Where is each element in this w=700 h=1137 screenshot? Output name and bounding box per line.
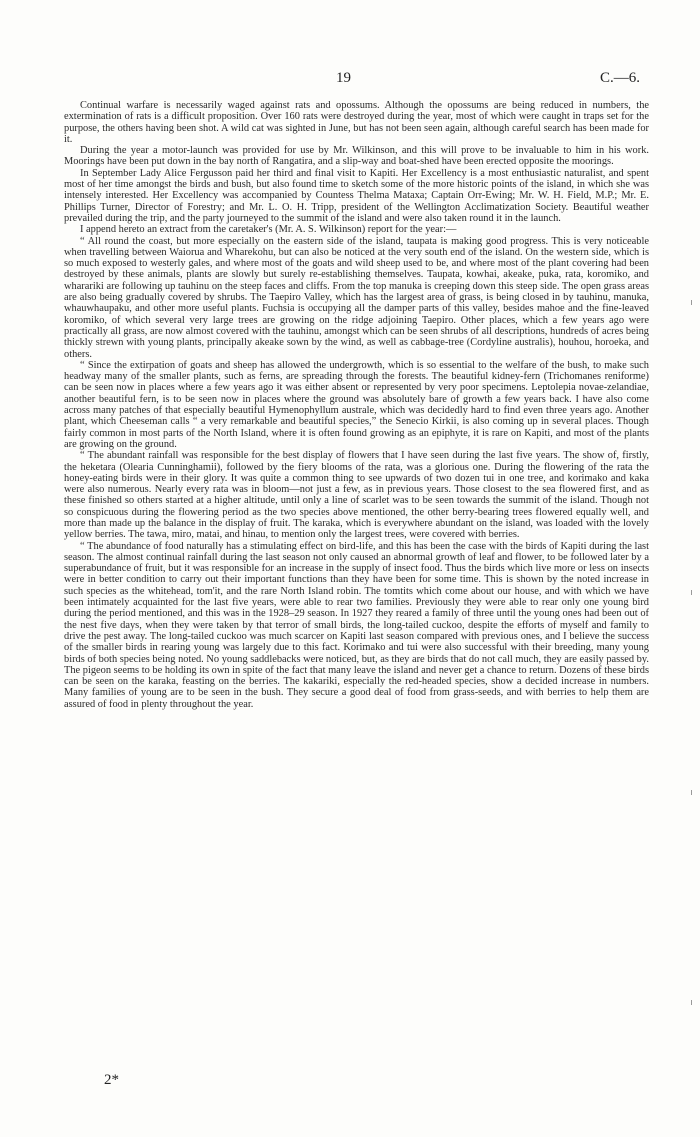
paragraph-motor-launch: During the year a motor-launch was provided for use by Mr. Wilkinson, and this will prove to be invaluable to him in his work. Moorings have been put down in the bay north of Rangatira, and a slip-way and boat-shed have been erected opposite the moorings. xyxy=(64,145,649,168)
body-text xyxy=(64,100,649,710)
margin-tick xyxy=(691,590,692,595)
page-number: 19 xyxy=(336,70,351,86)
paragraph-undergrowth: “ Since the extirpation of goats and sheep has allowed the undergrowth, which is so essential to the welfare of the bush, to make such headway many of the smaller plants, such as ferns, are spreading through the forests. The beautiful kidney-fern (Trichomanes reniforme) can be seen now in places where a few years ago it was either absent or represented by very poor specimens. Leptolepia novae-zelandiae, another beautiful fern, is to be seen now in places where the ground was absolutely bare of growth a few years back. I have also come across many patches of that especially beautiful Hymenophyllum australe, which was decidedly hard to find even three years ago. Another plant, which Cheeseman calls “ a very remarkable and beautiful species,” the Senecio Kirkii, is also coming up in several places. Though fairly common in most parts of the North Island, where it is often found growing as an epiphyte, it is rare on Kapiti, and most of the plants are growing on the ground. xyxy=(64,359,649,450)
margin-tick xyxy=(691,790,692,795)
paragraph-vermin: Continual warfare is necessarily waged against rats and opossums. Although the opossums are being reduced in numbers, the extermination of rats is a difficult proposition. Over 160 rats were destroyed during the year, most of which were caught in traps set for the purpose, the others having been shot. A wild cat was sighted in June, but has not been seen again, although careful search has been made for it. xyxy=(64,100,649,145)
printer-signature: 2* xyxy=(104,1072,119,1088)
paragraph-flowering: “ The abundant rainfall was responsible for the best display of flowers that I have seen during the last five years. The show of, firstly, the heketara (Olearia Cunninghamii), followed by the fiery blooms of the rata, was a glorious one. During the flowering of the rata the honey-eating birds were in their glory. It was quite a common thing to see upwards of two dozen tui in one tree, and korimako and kaka were also numerous. Nearly every rata was in bloom—not just a few, as in previous years. Those closest to the sea flowered first, and as these finished so others started at a higher altitude, until only a line of scarlet was to be seen towards the summit of the island. Though not so conspicuous during the flowering period as the two species above mentioned, the other berry-bearing trees flowered equally well, and more than made up the balance in the display of fruit. The karaka, which is everywhere abundant on the island, was loaded with the lovely yellow berries. The tawa, miro, matai, and hinau, to mention only the largest trees, were covered with berries. xyxy=(64,450,649,541)
margin-tick xyxy=(691,1000,692,1005)
paragraph-report-intro: I append hereto an extract from the caretaker's (Mr. A. S. Wilkinson) report for the year:— xyxy=(80,224,457,236)
paragraph-vegetation: “ All round the coast, but more especially on the eastern side of the island, taupata is making good progress. This is very noticeable when travelling between Waiorua and Wharekohu, but can also be noticed at the very south end of the island. On the western side, which is so much exposed to westerly gales, and where most of the goats and wild sheep used to be, and where most of the plant covering had been destroyed by these animals, plants are slowly but surely re-establishing themselves. Taupata, kowhai, akeake, puka, rata, koromiko, and wharariki are following up tauhinu on the steep faces and cliffs. From the top manuka is creeping down this steep side. The open grass areas are also being gradually covered by shrubs. The Taepiro Valley, which has the largest area of grass, is being closed in by tauhinu, manuka, whauwhaupaku, and other more useful plants. Fuchsia is occupying all the damper parts of this valley, besides mahoe and the fine-leaved koromiko, of which several very large trees are growing on the ridge adjoining Taepiro. Other places, which a few years ago were practically all grass, are now almost covered with the tauhinu, amongst which can be seen shrubs of all descriptions, hundreds of acres being thickly strewn with young plants, principally akeake sown by the wind, as well as cabbage-tree (Cordyline australis), houhou, horoeka, and others. xyxy=(64,235,649,360)
paragraph-vice-regal-visit: In September Lady Alice Fergusson paid her third and final visit to Kapiti. Her Excellency is a most enthusiastic naturalist, and spent most of her time amongst the birds and bush, but also found time to sketch some of the more historic points of the island, in which she was intensely interested. Her Excellency was accompanied by Countess Thelma Mataxa; Captain Orr-Ewing; Mr. W. H. Field, M.P.; Mr. E. Phillips Turner, Director of Forestry; and Mr. L. O. H. Tripp, president of the Wellington Acclimatization Society. Beautiful weather prevailed during the trip, and the party journeyed to the summit of the island and were also taken round it in the launch. xyxy=(64,167,649,224)
paragraph-bird-life: “ The abundance of food naturally has a stimulating effect on bird-life, and this has been the case with the birds of Kapiti during the last season. The almost continual rainfall during the last season not only caused an abnormal growth of leaf and flower, to be followed later by a superabundance of fruit, but it was responsible for an increase in the supply of insect food. Thus the birds which live more or less on insects were in better condition to carry out their important functions than they have been for some time. This is shown by the noted increase in such species as the whitehead, tom'it, and the rare North Island robin. The tomtits which come about our house, and with which we have been intimately acquainted for the last five years, were able to rear two families. Previously they were able to rear only one young bird during the period mentioned, and this was in the 1928–29 season. In 1927 they reared a family of three until the young ones had been out of the nest five days, when they were taken by that terror of small birds, the long-tailed cuckoo, despite the efforts of myself and family to drive the pest away. The long-tailed cuckoo was much scarcer on Kapiti last season compared with previous ones, and I believe the success of the smaller birds in rearing young was largely due to this fact. Korimako and tui were also successful with their breeding, many young birds of both species being noted. No young saddlebacks were noticed, but, as they are birds that do not call much, they are easily passed by. The pigeon seems to be holding its own in spite of the fact that many leave the island and never get a chance to return. Dozens of these birds can be seen on the karaka, feasting on the berries. The kakariki, especially the red-headed species, show a decided increase in numbers. Many families of young are to be seen in the bush. They secure a good deal of food from grass-seeds, and with berries to help them are assured of food in plenty throughout the year. xyxy=(64,540,649,710)
margin-tick xyxy=(691,300,692,305)
document-reference: C.—6. xyxy=(599,70,640,86)
